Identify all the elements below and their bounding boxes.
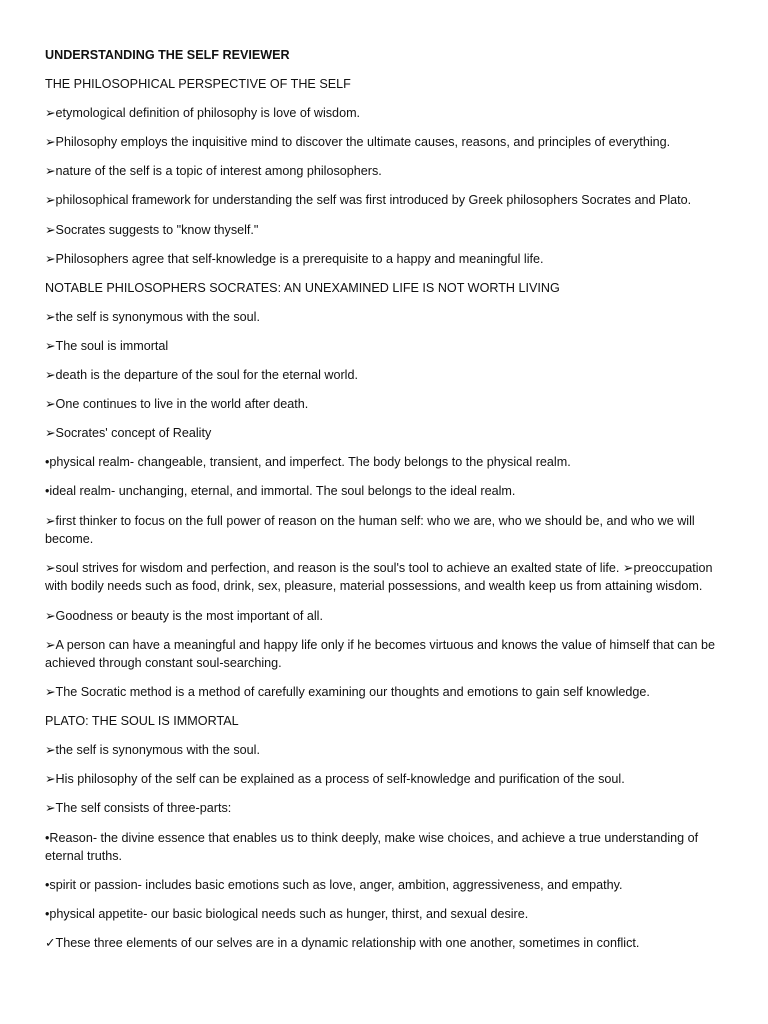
paragraph: ➢Socrates' concept of Reality — [45, 426, 212, 441]
document-page — [45, 46, 725, 963]
paragraph: ➢Philosophy employs the inquisitive mind to discover the ultimate causes, reasons, and principles of everything. — [45, 135, 671, 150]
section-heading-socrates: NOTABLE PHILOSOPHERS SOCRATES: AN UNEXAMINED LIFE IS NOT WORTH LIVING — [45, 280, 560, 295]
paragraph: ➢Philosophers agree that self-knowledge is a prerequisite to a happy and meaningful life. — [45, 251, 544, 266]
paragraph: ➢One continues to live in the world after death. — [45, 397, 309, 412]
paragraph: ➢philosophical framework for understanding the self was first introduced by Greek philosophers Socrates and Plato. — [45, 193, 692, 208]
paragraph: ➢nature of the self is a topic of interest among philosophers. — [45, 164, 382, 179]
paragraph: ➢His philosophy of the self can be explained as a process of self-knowledge and purification of the soul. — [45, 772, 625, 787]
bullet-item: •spirit or passion- includes basic emotions such as love, anger, ambition, aggressiveness, and empathy. — [45, 878, 623, 893]
paragraph: ➢etymological definition of philosophy is love of wisdom. — [45, 106, 361, 121]
check-item: ✓These three elements of our selves are in a dynamic relationship with one another, sometimes in conflict. — [45, 936, 640, 951]
document-title: UNDERSTANDING THE SELF REVIEWER — [45, 48, 290, 62]
paragraph: ➢A person can have a meaningful and happy life only if he becomes virtuous and knows the value of himself that can be achieved through constant soul-searching. — [45, 637, 716, 670]
paragraph: ➢the self is synonymous with the soul. — [45, 743, 260, 758]
paragraph: ➢The self consists of three-parts: — [45, 801, 232, 816]
paragraph: ➢first thinker to focus on the full power of reason on the human self: who we are, who we should be, and who we will become. — [45, 513, 695, 546]
paragraph: ➢Goodness or beauty is the most important of all. — [45, 608, 323, 623]
bullet-item: •physical realm- changeable, transient, and imperfect. The body belongs to the physical realm. — [45, 455, 571, 470]
paragraph: ➢Socrates suggests to "know thyself." — [45, 222, 259, 237]
section-heading-philosophical-perspective: THE PHILOSOPHICAL PERSPECTIVE OF THE SELF — [45, 77, 351, 92]
bullet-item: •physical appetite- our basic biological needs such as hunger, thirst, and sexual desire. — [45, 907, 529, 922]
paragraph: ➢the self is synonymous with the soul. — [45, 309, 260, 324]
section-heading-plato: PLATO: THE SOUL IS IMMORTAL — [45, 714, 239, 729]
paragraph: ➢The soul is immortal — [45, 338, 169, 353]
bullet-item: •ideal realm- unchanging, eternal, and immortal. The soul belongs to the ideal realm. — [45, 484, 516, 499]
paragraph: ➢The Socratic method is a method of carefully examining our thoughts and emotions to gain self knowledge. — [45, 685, 650, 700]
paragraph: ➢soul strives for wisdom and perfection, and reason is the soul's tool to achieve an exalted state of life. ➢preoccupation with bodily needs such as food, drink, sex, pleasure, material possessions, and wealth keep us from attaining wisdom. — [45, 561, 713, 594]
bullet-item: •Reason- the divine essence that enables us to think deeply, make wise choices, and achieve a true understanding of eternal truths. — [45, 830, 699, 863]
paragraph: ➢death is the departure of the soul for the eternal world. — [45, 368, 358, 383]
